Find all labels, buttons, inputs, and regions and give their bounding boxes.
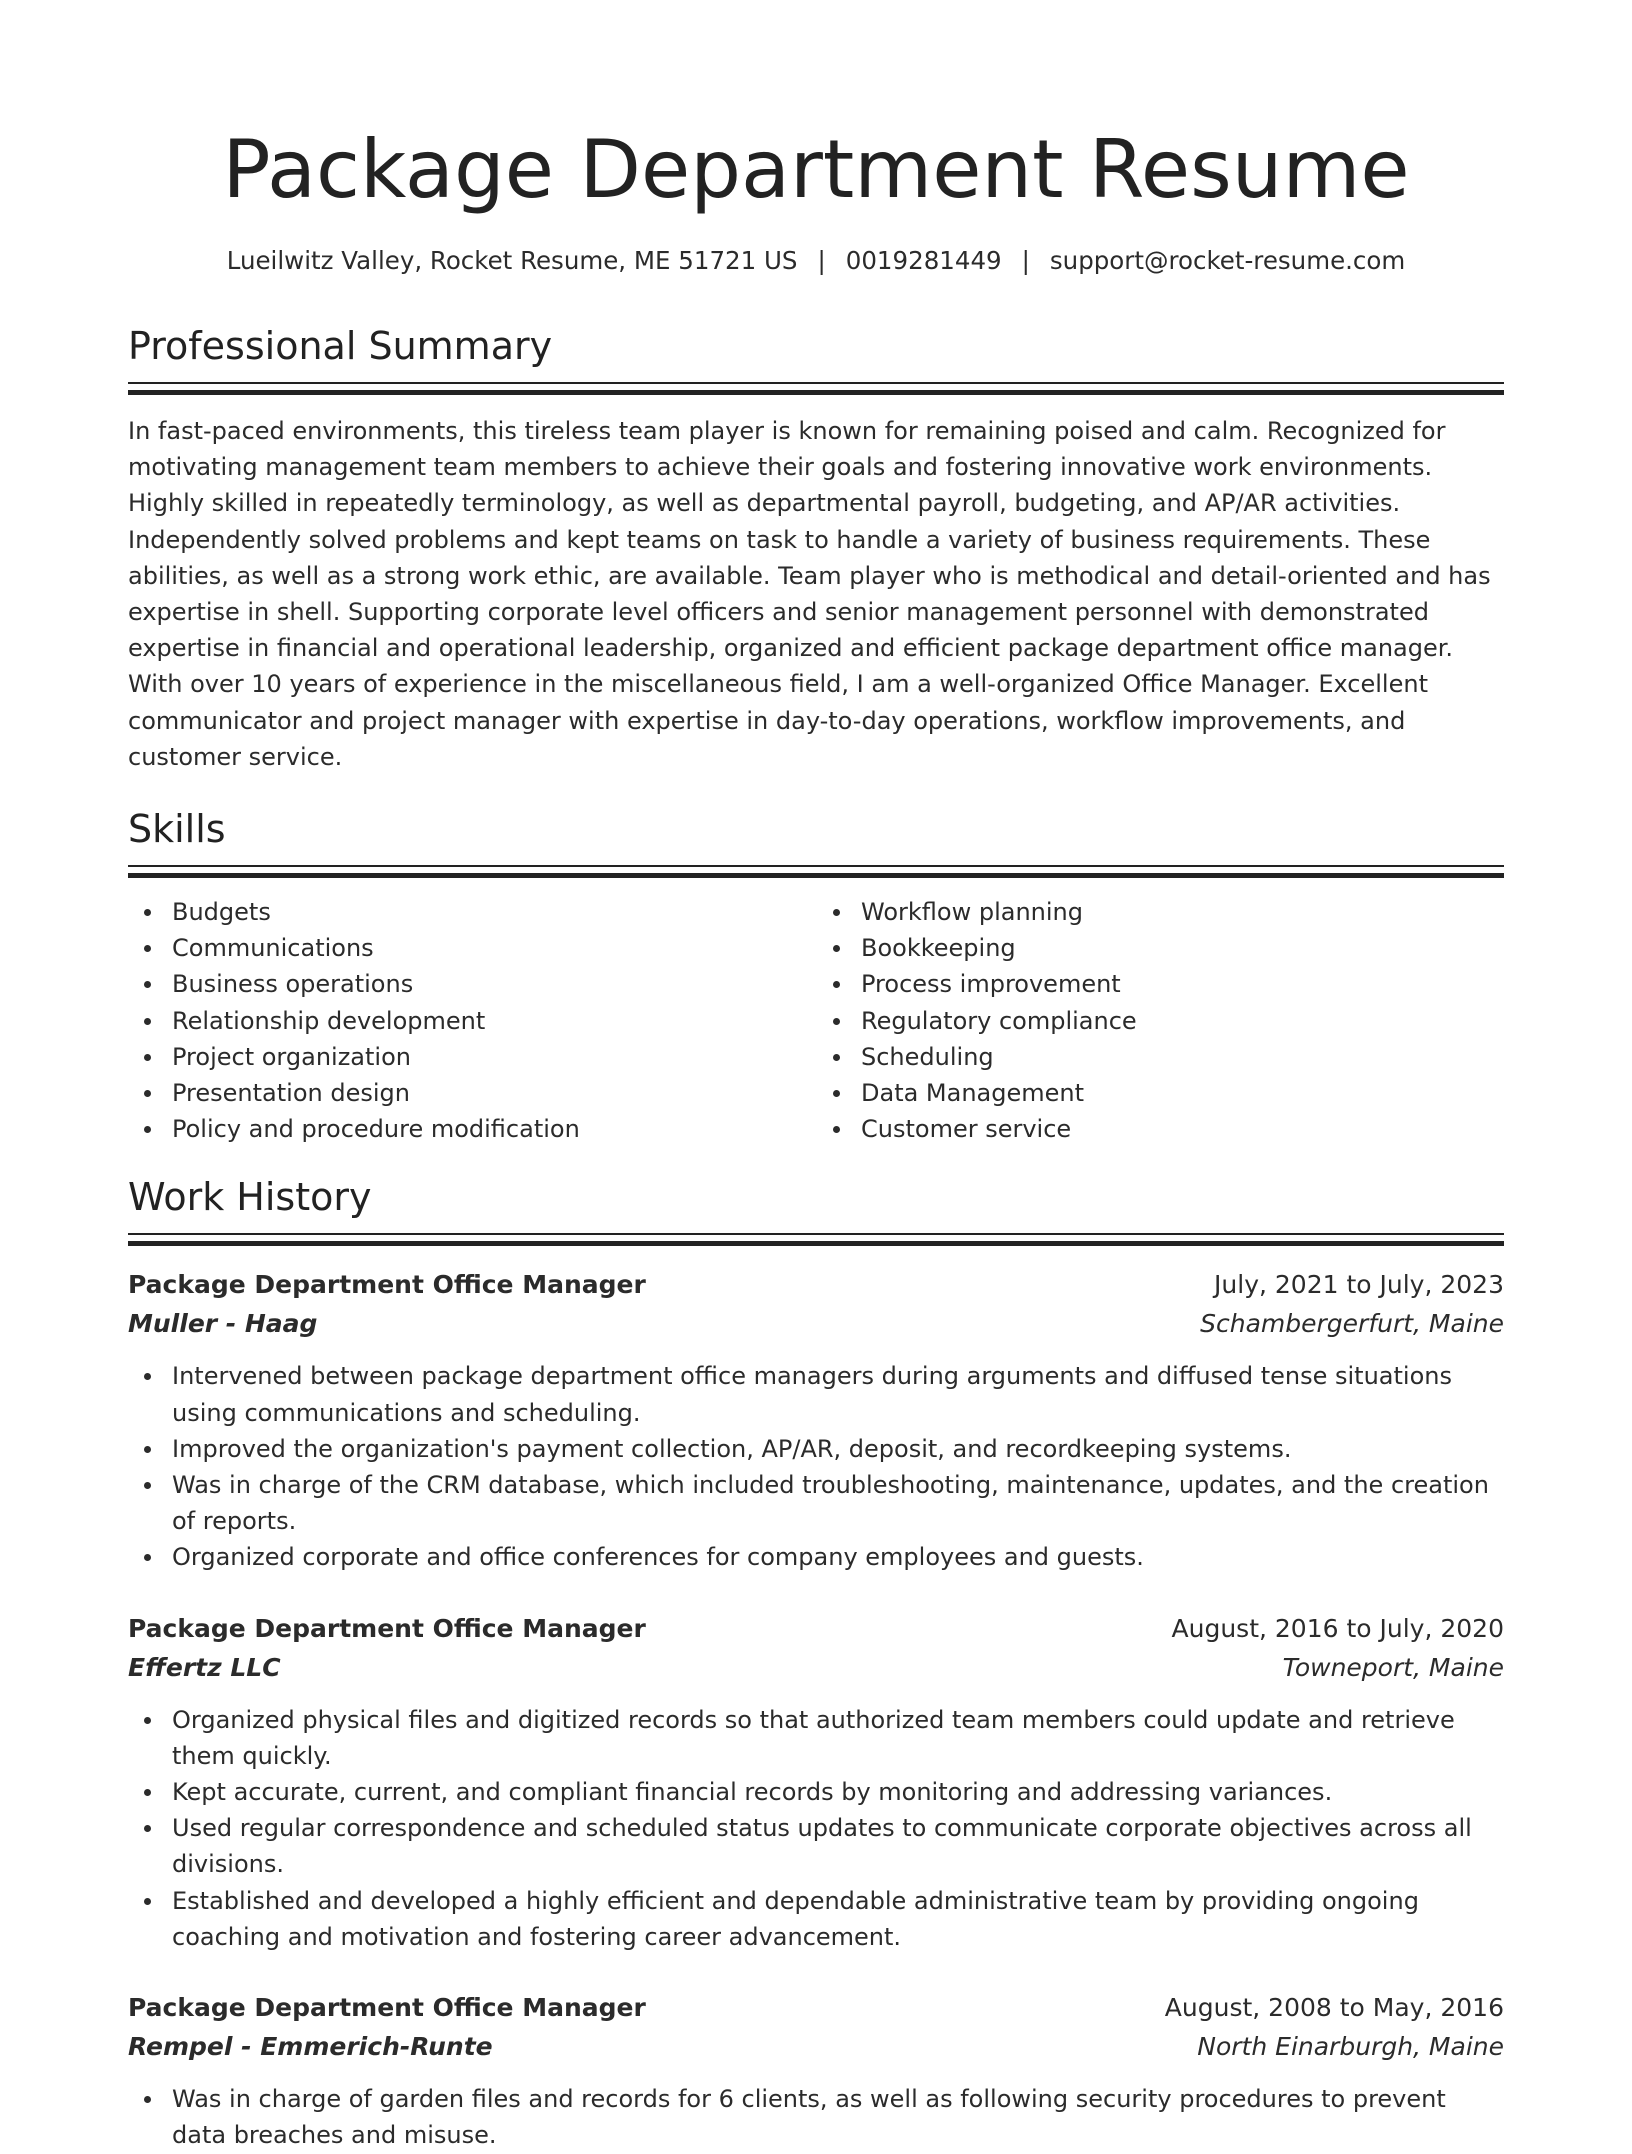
skill-item: Process improvement bbox=[861, 966, 1504, 1002]
skill-item: Policy and procedure modification bbox=[172, 1111, 815, 1147]
job-location: Towneport, Maine bbox=[1282, 1652, 1504, 1682]
job-bullet: Established and developed a highly efficient and dependable administrative team by providing ongoing coaching and motivation and fostering career advancement. bbox=[172, 1883, 1504, 1955]
job-title: Package Department Office Manager bbox=[128, 1993, 646, 2023]
skill-item: Customer service bbox=[861, 1111, 1504, 1147]
job-bullet: Used regular correspondence and scheduled status updates to communicate corporate objectives across all divisions. bbox=[172, 1810, 1504, 1882]
job-bullet: Was in charge of the CRM database, which included troubleshooting, maintenance, updates, and the creation of reports. bbox=[172, 1467, 1504, 1539]
job-dates: July, 2021 to July, 2023 bbox=[1214, 1270, 1504, 1300]
skill-item: Scheduling bbox=[861, 1039, 1504, 1075]
resume-page bbox=[128, 0, 1504, 2154]
contact-phone: 0019281449 bbox=[845, 246, 1002, 275]
job-bullet: Was in charge of garden files and records for 6 clients, as well as following security procedures to prevent data breaches and misuse. bbox=[172, 2081, 1504, 2153]
contact-line bbox=[128, 244, 1504, 278]
job-entry bbox=[128, 1610, 1504, 1955]
section-title-summary: Professional Summary bbox=[128, 324, 553, 368]
job-bullet: Intervened between package department office managers during arguments and diffused tense situations using communications and scheduling. bbox=[172, 1358, 1504, 1430]
job-bullets bbox=[128, 1702, 1504, 1955]
job-title: Package Department Office Manager bbox=[128, 1613, 646, 1643]
job-title: Package Department Office Manager bbox=[128, 1270, 646, 1300]
job-entry bbox=[128, 1266, 1504, 1575]
skill-item: Business operations bbox=[172, 966, 815, 1002]
skills-list-right bbox=[815, 894, 1504, 1147]
section-title-work-history: Work History bbox=[128, 1175, 372, 1220]
job-company-row bbox=[128, 2027, 1504, 2067]
section-divider bbox=[128, 382, 1504, 395]
skill-item: Presentation design bbox=[172, 1075, 815, 1111]
job-bullet: Organized physical files and digitized records so that authorized team members could update and retrieve them quickly. bbox=[172, 1702, 1504, 1774]
professional-summary-section bbox=[128, 322, 1504, 775]
skill-item: Project organization bbox=[172, 1039, 815, 1075]
skill-item: Budgets bbox=[172, 894, 815, 930]
job-company-row bbox=[128, 1304, 1504, 1344]
skills-grid bbox=[128, 894, 1504, 1147]
job-header-row bbox=[128, 1610, 1504, 1648]
skill-item: Workflow planning bbox=[861, 894, 1504, 930]
section-title-skills: Skills bbox=[128, 807, 226, 852]
skill-item: Relationship development bbox=[172, 1003, 815, 1039]
skill-item: Data Management bbox=[861, 1075, 1504, 1111]
job-company: Muller - Haag bbox=[128, 1309, 318, 1339]
job-company: Rempel - Emmerich-Runte bbox=[128, 2032, 493, 2062]
skill-item: Bookkeeping bbox=[861, 930, 1504, 966]
summary-text: In fast-paced environments, this tireless team player is known for remaining poised and calm. Recognized for motivating management team members to achieve their goals and fostering innovative work environments. Highly skilled in repeatedly terminology, as well as departmental payroll, budgeting, and AP/AR activities. Independently solved problems and kept teams on task to handle a variety of business requirements. These abilities, as well as a strong work ethic, are available. Team player who is methodical and detail-oriented and has expertise in shell. Supporting corporate level officers and senior management personnel with demonstrated expertise in financial and operational leadership, organized and efficient package department office manager. With over 10 years of experience in the miscellaneous field, I am a well-organized Office Manager. Excellent communicator and project manager with expertise in day-to-day operations, workflow improvements, and customer service. bbox=[128, 417, 1491, 771]
skill-item: Communications bbox=[172, 930, 815, 966]
job-header-row bbox=[128, 1266, 1504, 1304]
contact-email: support@rocket-resume.com bbox=[1049, 246, 1406, 275]
skills-section bbox=[128, 805, 1504, 1147]
job-bullet: Organized corporate and office conferences for company employees and guests. bbox=[172, 1539, 1504, 1575]
section-divider bbox=[128, 865, 1504, 878]
job-header-row bbox=[128, 1989, 1504, 2027]
job-bullet: Kept accurate, current, and compliant financial records by monitoring and addressing variances. bbox=[172, 1774, 1504, 1810]
job-company: Effertz LLC bbox=[128, 1652, 281, 1682]
job-dates: August, 2008 to May, 2016 bbox=[1164, 1993, 1504, 2023]
section-divider bbox=[128, 1233, 1504, 1246]
job-location: North Einarburgh, Maine bbox=[1197, 2032, 1504, 2062]
work-history-section bbox=[128, 1173, 1504, 2153]
job-bullets bbox=[128, 1358, 1504, 1575]
job-location: Schambergerfurt, Maine bbox=[1200, 1309, 1504, 1339]
resume-name: Package Department Resume bbox=[222, 123, 1410, 216]
job-dates: August, 2016 to July, 2020 bbox=[1171, 1613, 1504, 1643]
job-bullet: Improved the organization's payment collection, AP/AR, deposit, and recordkeeping systems. bbox=[172, 1431, 1504, 1467]
job-bullets bbox=[128, 2081, 1504, 2153]
job-entry bbox=[128, 1989, 1504, 2153]
contact-address: Lueilwitz Valley, Rocket Resume, ME 51721 US bbox=[226, 246, 798, 275]
job-company-row bbox=[128, 1648, 1504, 1688]
skills-list-left bbox=[128, 894, 815, 1147]
contact-separator: | bbox=[817, 246, 826, 275]
skill-item: Regulatory compliance bbox=[861, 1003, 1504, 1039]
contact-separator: | bbox=[1021, 246, 1030, 275]
